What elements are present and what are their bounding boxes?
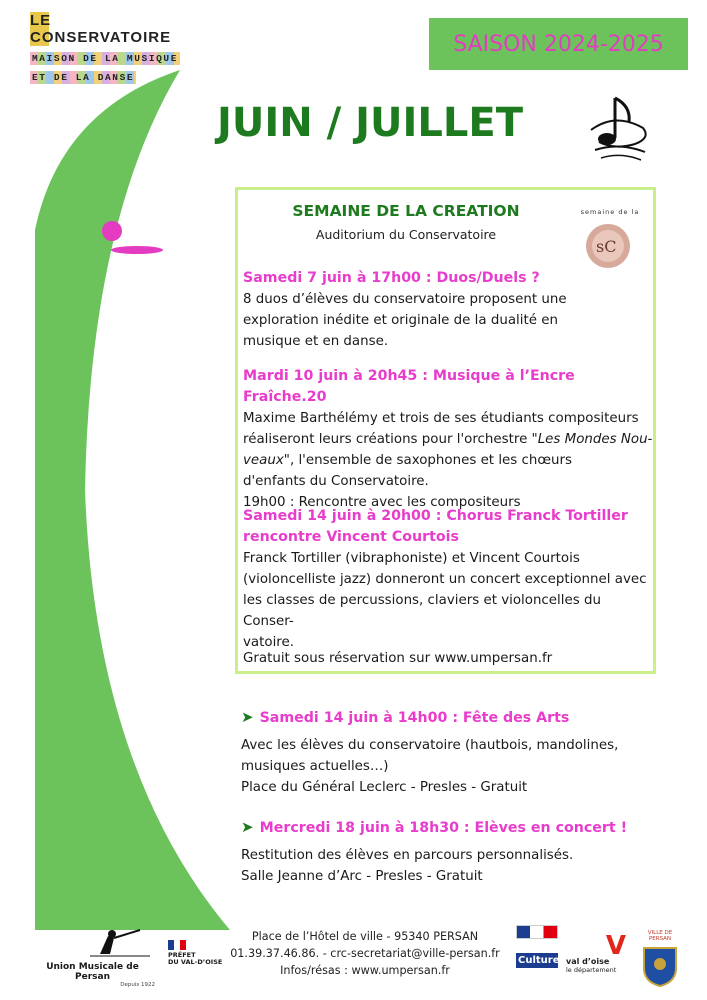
event-line: vatoire. — [243, 635, 294, 650]
prefet-line2: DU VAL-D’OISE — [168, 958, 223, 966]
event-line: musique et en danse. — [243, 334, 389, 349]
union-musicale-logo — [30, 928, 155, 988]
semaine-logo-text: semaine de la — [580, 208, 640, 216]
event-line: musiques actuelles…) — [241, 759, 389, 774]
event-line: les classes de percussions, claviers et violoncelles du Conser- — [243, 593, 601, 629]
creation-venue: Auditorium du Conservatoire — [315, 227, 497, 242]
conservatoire-logo — [30, 12, 190, 83]
creation-heading: SEMAINE DE LA CREATION — [292, 202, 520, 220]
event-line: Avec les élèves du conservatoire (hautbois, mandolines, — [241, 738, 619, 753]
ville-label: VILLE DE PERSAN — [647, 930, 673, 942]
event-line: (violoncelliste jazz) donneront un concert exceptionnel avec — [243, 572, 647, 587]
ministere-culture-logo — [516, 925, 558, 977]
event-title: Samedi 7 juin à 17h00 : Duos/Duels ? — [243, 270, 540, 286]
event-line: Maxime Barthélémy et trois de ses étudiants compositeurs — [243, 411, 639, 426]
arrow-icon: ➤ — [241, 818, 254, 836]
free-reservation: Gratuit sous réservation sur www.umpersan.fr — [243, 651, 553, 666]
event-line: Place du Général Leclerc - Presles - Gratuit — [241, 780, 528, 795]
french-flag-icon — [168, 940, 186, 950]
event-line — [243, 429, 653, 450]
logo-line3: ET DE LA DANSE — [32, 72, 135, 83]
event-text: ", l'ensemble de saxophones et les chœurs — [283, 453, 573, 468]
green-swoosh-decoration — [0, 70, 230, 930]
event-line: Restitution des élèves en parcours personnalisés. — [241, 848, 574, 863]
prefet-logo — [168, 940, 228, 985]
event-fete-des-arts — [241, 707, 671, 798]
event-title: Samedi 14 juin à 20h00 : Chorus Franck Tortiller — [243, 508, 628, 524]
ville-persan-blason — [636, 930, 684, 985]
svg-text:sC: sC — [596, 237, 617, 256]
event-text-italic: Les Mondes Nou- — [537, 432, 653, 447]
event-text-italic: veaux — [243, 453, 284, 468]
creation-week-box — [235, 187, 656, 674]
event-line — [243, 450, 653, 471]
logo-line1: LE CONSERVATOIRE — [30, 12, 190, 46]
valoise-sub: le département — [566, 966, 617, 974]
event-line: 8 duos d’élèves du conservatoire proposent une — [243, 292, 567, 307]
footer-info: Infos/résas : www.umpersan.fr — [280, 964, 450, 977]
event-title: Mercredi 18 juin à 18h30 : Elèves en concert ! — [259, 820, 628, 836]
v-icon: V — [605, 931, 626, 961]
valdoise-logo — [566, 931, 626, 977]
conductor-icon — [30, 928, 155, 958]
event-line: exploration inédite et originale de la dualité en — [243, 313, 558, 328]
event-line: Franck Tortiller (vibraphoniste) et Vincent Courtois — [243, 551, 580, 566]
music-note-icon — [585, 92, 655, 164]
event-chorus — [243, 506, 653, 653]
event-title: Samedi 14 juin à 14h00 : Fête des Arts — [259, 710, 570, 726]
union-name: Union Musicale de Persan — [46, 962, 139, 982]
footer-contact-line: 01.39.37.46.86. - crc-secretariat@ville-persan.fr — [230, 947, 500, 960]
event-duos — [243, 268, 653, 352]
event-title: rencontre Vincent Courtois — [243, 529, 459, 545]
season-banner — [429, 18, 688, 70]
event-line: 19h00 : Rencontre avec les compositeurs — [243, 495, 521, 510]
event-line: Salle Jeanne d’Arc - Presles - Gratuit — [241, 869, 483, 884]
event-eleves-concert — [241, 817, 671, 887]
union-since: Depuis 1922 — [120, 982, 155, 988]
semaine-creation-logo — [576, 212, 640, 276]
page-title: JUIN / JUILLET — [216, 100, 523, 146]
event-title: Mardi 10 juin à 20h45 : Musique à l’Encre Fraîche.20 — [243, 368, 575, 405]
event-text: réaliseront leurs créations pour l'orchestre " — [243, 432, 538, 447]
prefet-line1: PRÉFET — [168, 951, 196, 959]
event-line: d'enfants du Conservatoire. — [243, 474, 429, 489]
logo-line2: MAISON DE LA MUSIQUE — [32, 53, 179, 64]
footer-address: Place de l’Hôtel de ville - 95340 PERSAN — [251, 930, 479, 943]
coat-of-arms-icon — [636, 942, 684, 988]
valoise-label: val d’oise — [566, 957, 610, 966]
arrow-icon: ➤ — [241, 708, 254, 726]
footer-contact — [230, 928, 500, 979]
culture-label: Culture — [518, 955, 560, 966]
season-label: SAISON 2024-2025 — [453, 31, 664, 57]
event-encre-fraiche — [243, 366, 653, 513]
